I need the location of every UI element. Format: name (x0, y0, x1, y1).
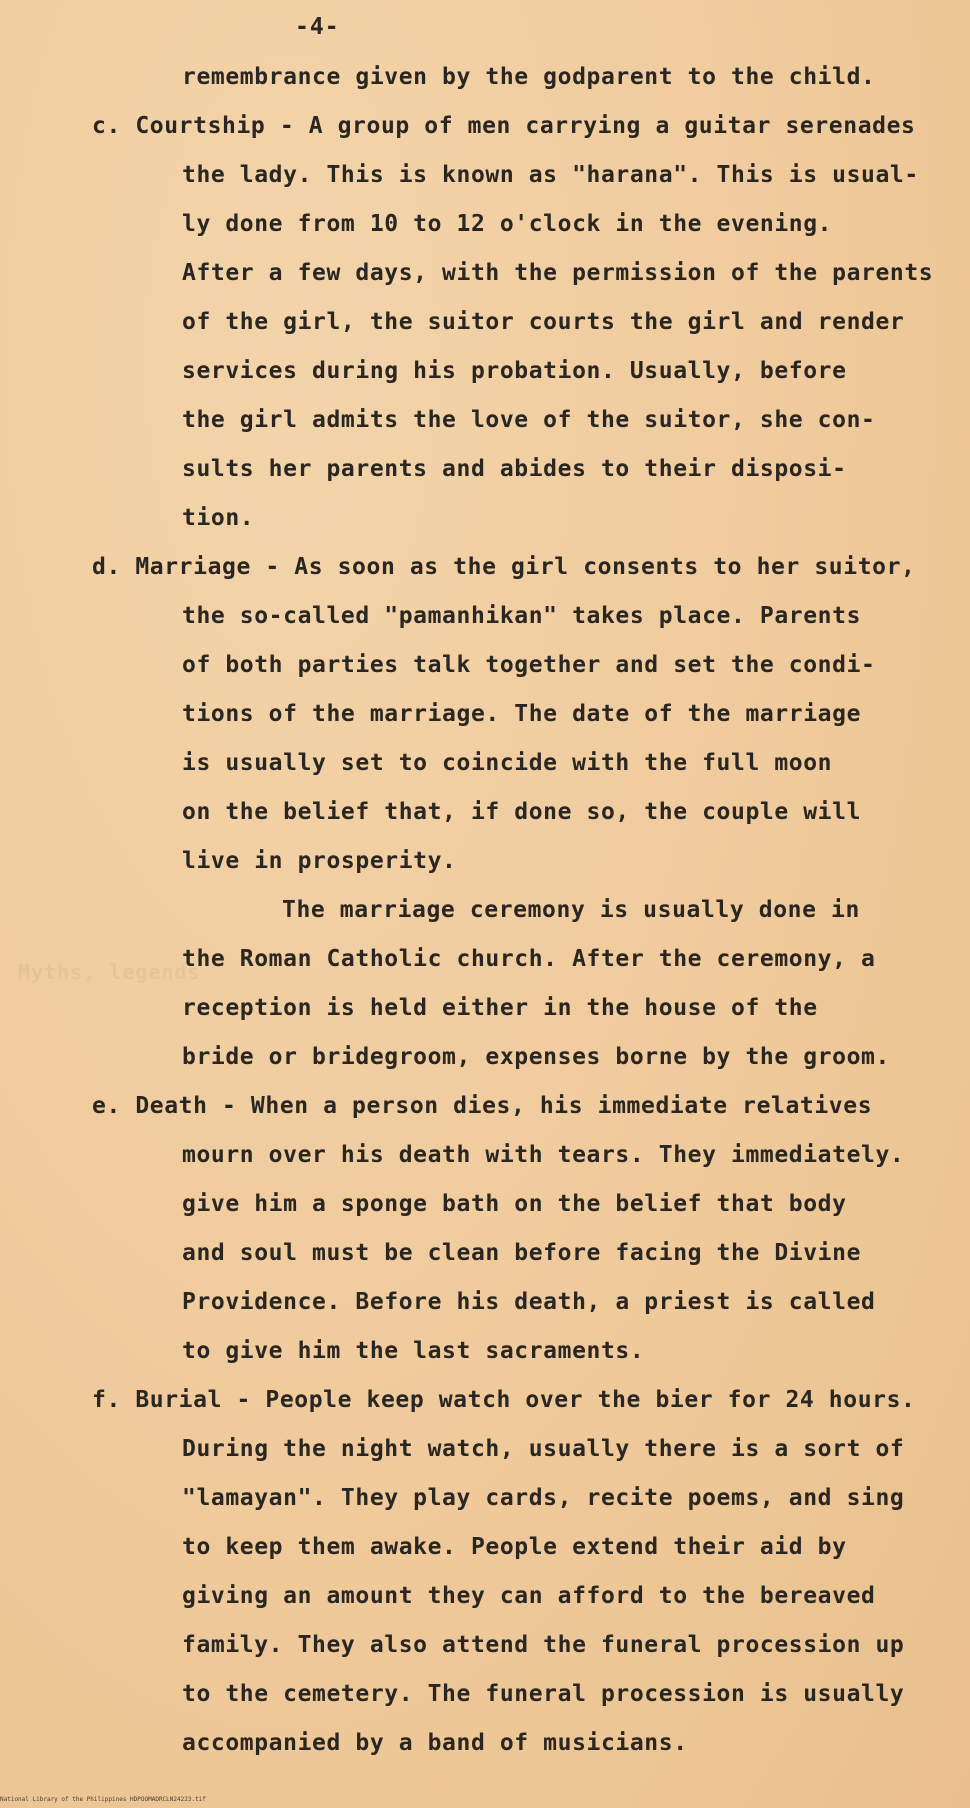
text-line: remembrance given by the godparent to the child. (182, 64, 876, 90)
text-line: to keep them awake. People extend their aid by (182, 1534, 847, 1560)
text-line: give him a sponge bath on the belief that body (182, 1191, 847, 1217)
scan-footer: National Library of the Philippines HDPOOMADRCLN24223.tif (0, 1796, 206, 1803)
text-line: d. Marriage - As soon as the girl consents to her suitor, (92, 554, 916, 580)
text-line: on the belief that, if done so, the couple will (182, 799, 862, 825)
text-line: "lamayan". They play cards, recite poems, and sing (182, 1485, 905, 1511)
text-line: mourn over his death with tears. They immediately. (182, 1142, 905, 1168)
bleed-through-text: Myths, legends (18, 960, 201, 984)
text-line: and soul must be clean before facing the Divine (182, 1240, 862, 1266)
text-line: Providence. Before his death, a priest is called (182, 1289, 876, 1315)
text-line: e. Death - When a person dies, his immediate relatives (92, 1093, 873, 1119)
text-line: ly done from 10 to 12 o'clock in the evening. (182, 211, 833, 237)
text-line: sults her parents and abides to their disposi- (182, 456, 847, 482)
text-line: to the cemetery. The funeral procession is usually (182, 1681, 905, 1707)
text-line: f. Burial - People keep watch over the bier for 24 hours. (92, 1387, 916, 1413)
text-line: tions of the marriage. The date of the marriage (182, 701, 862, 727)
text-line: accompanied by a band of musicians. (182, 1730, 688, 1756)
text-line: to give him the last sacraments. (182, 1338, 645, 1364)
text-line: c. Courtship - A group of men carrying a guitar serenades (92, 113, 916, 139)
text-line: During the night watch, usually there is a sort of (182, 1436, 905, 1462)
text-line: of the girl, the suitor courts the girl and render (182, 309, 905, 335)
page-number: -4- (295, 14, 340, 40)
text-line: bride or bridegroom, expenses borne by the groom. (182, 1044, 890, 1070)
text-line: After a few days, with the permission of the parents (182, 260, 934, 286)
text-line: live in prosperity. (182, 848, 457, 874)
text-line: is usually set to coincide with the full moon (182, 750, 833, 776)
text-line: tion. (182, 505, 255, 531)
text-line: the so-called "pamanhikan" takes place. Parents (182, 603, 862, 629)
text-line: family. They also attend the funeral procession up (182, 1632, 905, 1658)
text-line: the girl admits the love of the suitor, she con- (182, 407, 876, 433)
text-line: giving an amount they can afford to the bereaved (182, 1583, 876, 1609)
text-line: reception is held either in the house of the (182, 995, 818, 1021)
text-line: services during his probation. Usually, before (182, 358, 847, 384)
text-line: the lady. This is known as "harana". This is usual- (182, 162, 919, 188)
text-line: The marriage ceremony is usually done in (282, 897, 860, 923)
text-line: of both parties talk together and set the condi- (182, 652, 876, 678)
text-line: the Roman Catholic church. After the ceremony, a (182, 946, 876, 972)
